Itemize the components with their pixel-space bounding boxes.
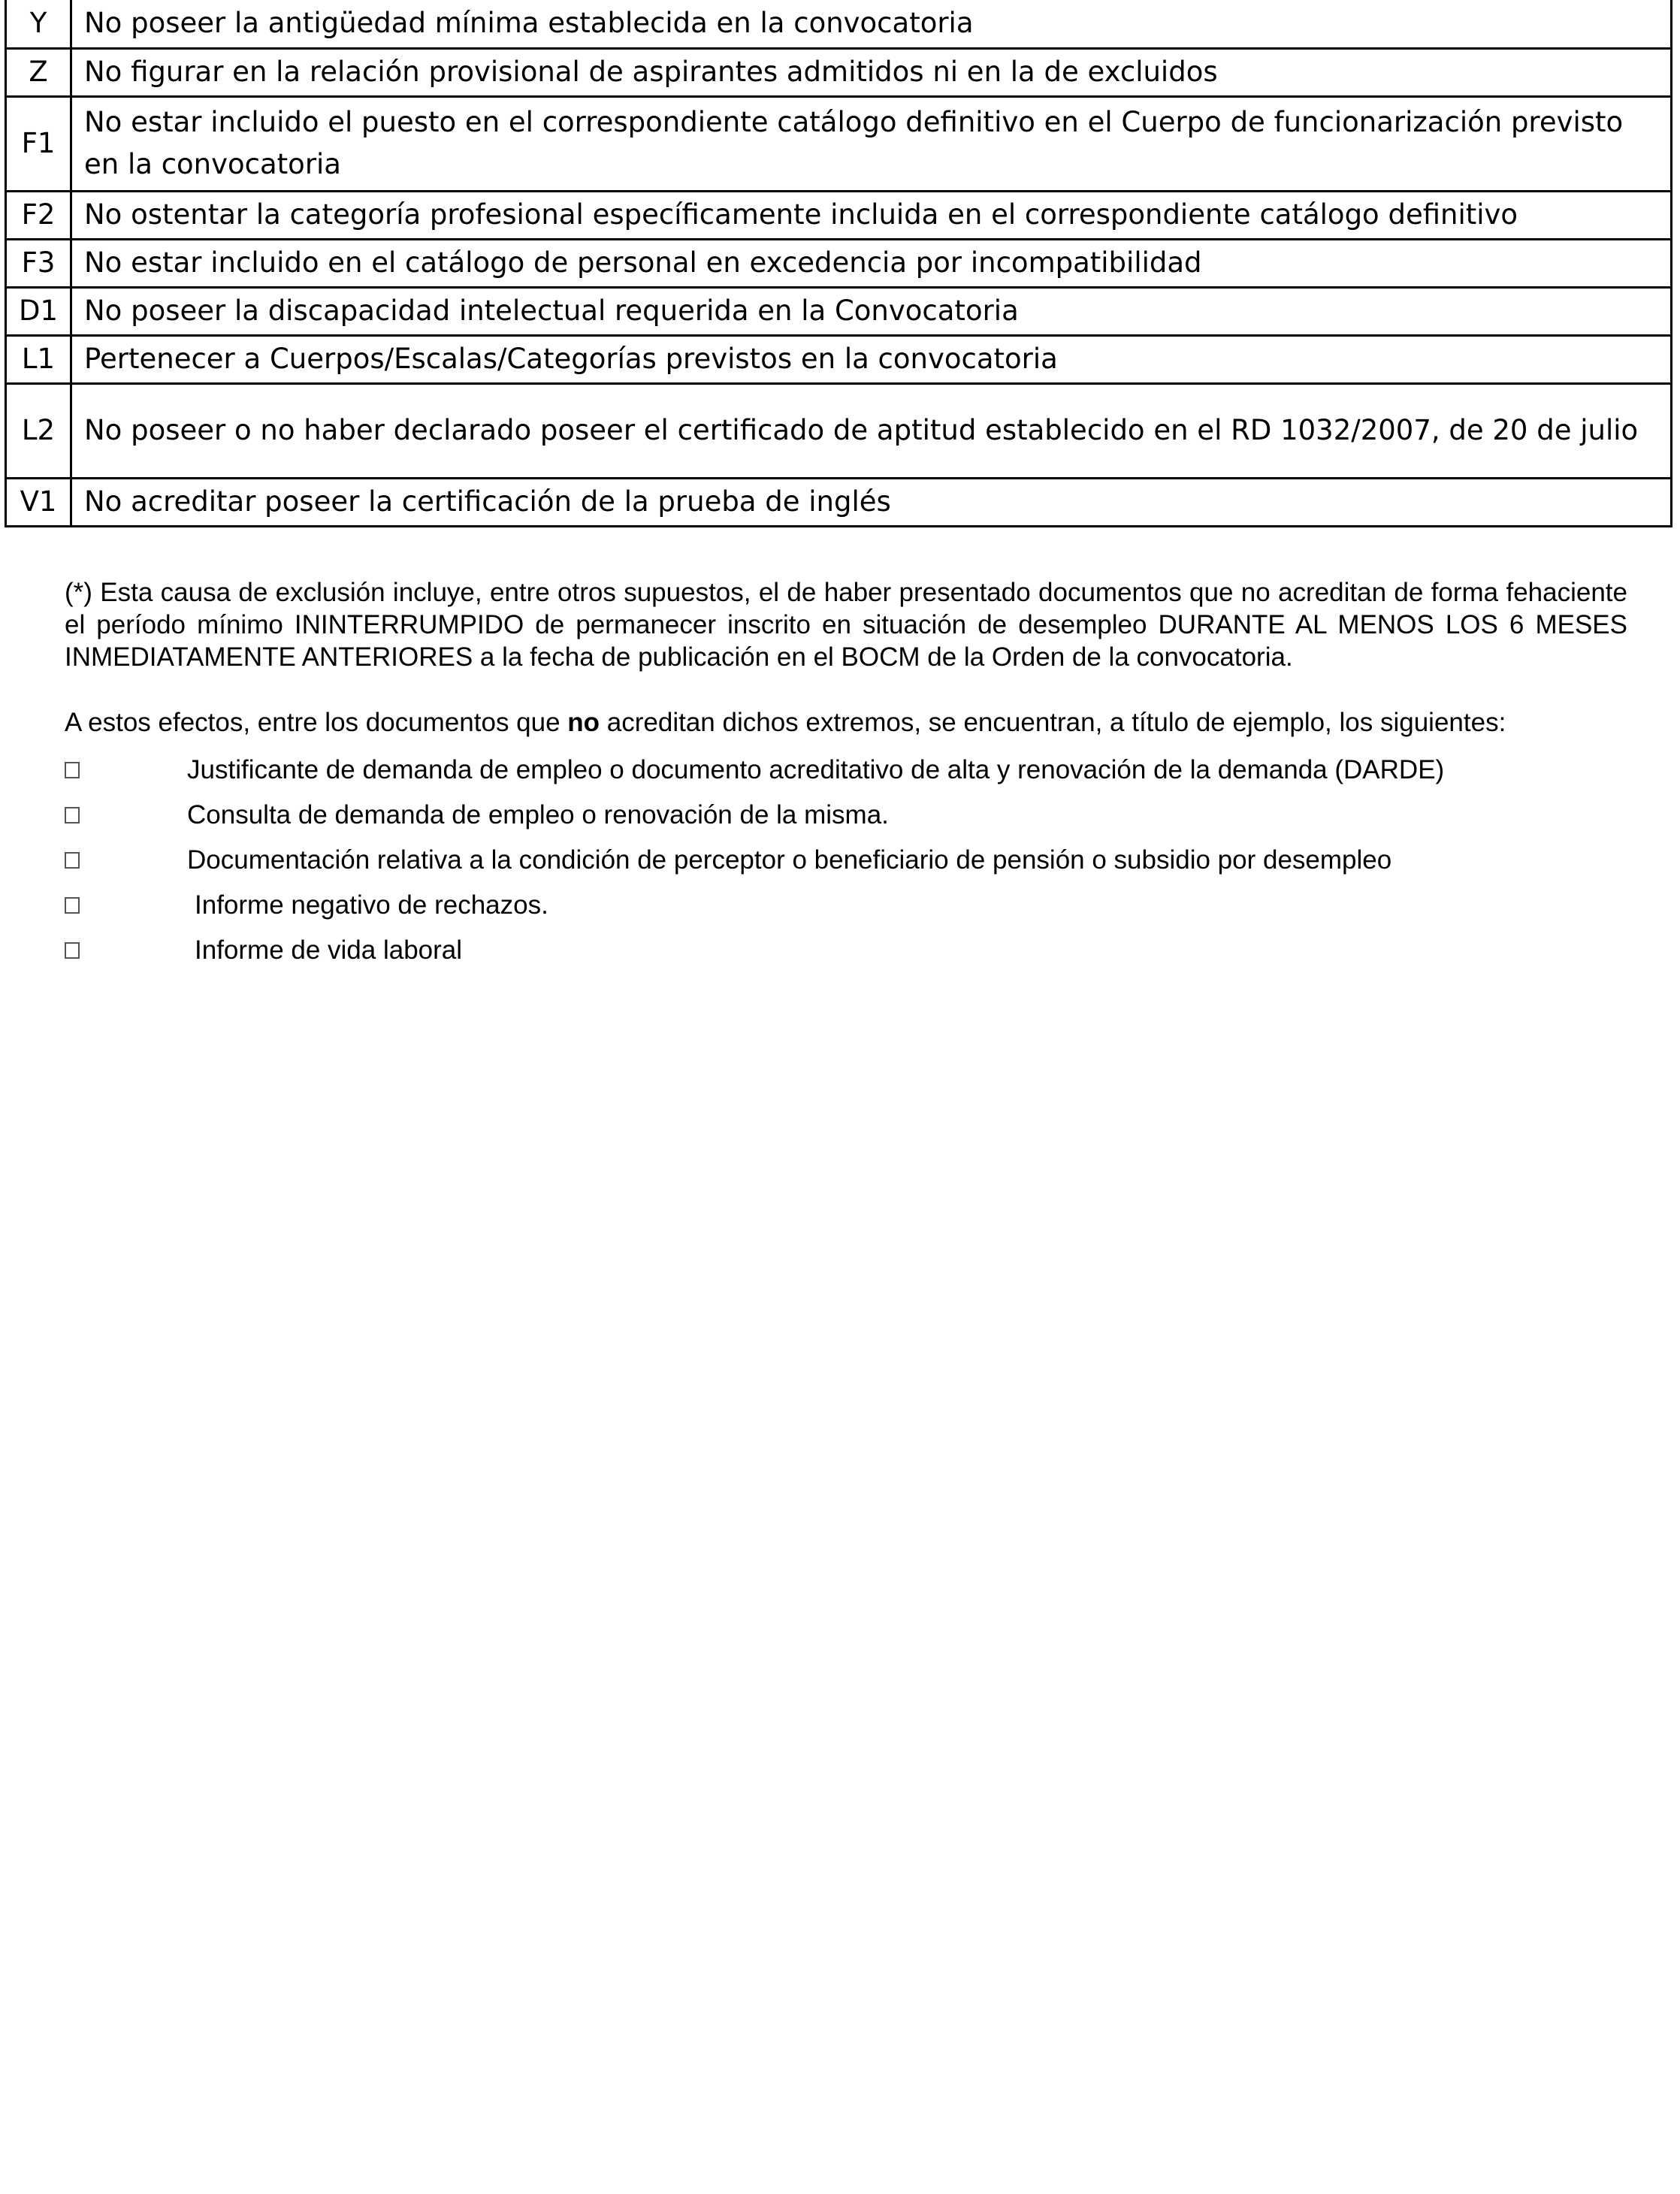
list-item [65, 748, 1444, 793]
exclusion-description: No ostentar la categoría profesional específicamente incluida en el correspondiente catálogo definitivo [71, 191, 1672, 239]
exclusion-code: F3 [6, 239, 71, 287]
example-label: Documentación relativa a la condición de perceptor o beneficiario de pensión o subsidio por desempleo [187, 845, 1392, 875]
list-item [65, 793, 1444, 838]
exclusion-code: L2 [6, 383, 71, 478]
checkbox-bullet-icon [65, 807, 80, 824]
example-label: Informe de vida laboral [195, 935, 463, 965]
example-label: Informe negativo de rechazos. [195, 890, 548, 920]
exclusion-code: F2 [6, 191, 71, 239]
intro-emphasis: no [567, 708, 600, 737]
examples-intro [65, 706, 1627, 739]
exclusion-code: F1 [6, 96, 71, 191]
checkbox-bullet-icon [65, 942, 80, 959]
exclusion-description: No figurar en la relación provisional de aspirantes admitidos ni en la de excluidos [71, 48, 1672, 96]
table-row [6, 335, 1672, 383]
exclusion-description: No poseer la discapacidad intelectual requerida en la Convocatoria [71, 287, 1672, 335]
checkbox-bullet-icon [65, 762, 80, 778]
exclusion-description: Pertenecer a Cuerpos/Escalas/Categorías previstos en la convocatoria [71, 335, 1672, 383]
table-row [6, 48, 1672, 96]
exclusion-description: No estar incluido en el catálogo de personal en excedencia por incompatibilidad [71, 239, 1672, 287]
exclusion-description: No acreditar poseer la certificación de la prueba de inglés [71, 478, 1672, 526]
exclusion-code: Y [6, 0, 71, 48]
table-row [6, 287, 1672, 335]
table-row [6, 96, 1672, 191]
examples-list [65, 748, 1444, 973]
table-row [6, 478, 1672, 526]
exclusion-code: Z [6, 48, 71, 96]
checkbox-bullet-icon [65, 852, 80, 869]
list-item [65, 928, 1444, 973]
exclusion-description: No poseer la antigüedad mínima establecida en la convocatoria [71, 0, 1672, 48]
asterisk-note: (*) Esta causa de exclusión incluye, entre otros supuestos, el de haber presentado documentos que no acreditan de forma fehaciente el período mínimo ININTERRUMPIDO de permanecer inscrito en situación de desempleo DURANTE AL MENOS LOS 6 MESES INMEDIATAMENTE ANTERIORES a la fecha de publicación en el BOCM de la Orden de la convocatoria. [65, 578, 1627, 672]
list-item [65, 838, 1444, 883]
example-label: Justificante de demanda de empleo o documento acreditativo de alta y renovación de la demanda (DARDE) [187, 755, 1445, 784]
table-row [6, 0, 1672, 48]
checkbox-bullet-icon [65, 897, 80, 914]
exclusion-description: No poseer o no haber declarado poseer el certificado de aptitud establecido en el RD 1032/2007, de 20 de julio [71, 383, 1672, 478]
table-row [6, 239, 1672, 287]
exclusion-code: L1 [6, 335, 71, 383]
table-row [6, 191, 1672, 239]
intro-text-before: A estos efectos, entre los documentos que [65, 708, 568, 737]
exclusion-codes-table [5, 0, 1672, 527]
exclusion-code: V1 [6, 478, 71, 526]
list-item [65, 883, 1444, 928]
table-row [6, 383, 1672, 478]
example-label: Consulta de demanda de empleo o renovación de la misma. [187, 800, 889, 830]
intro-text-after: acreditan dichos extremos, se encuentran, a título de ejemplo, los siguientes: [600, 708, 1506, 737]
exclusion-description: No estar incluido el puesto en el correspondiente catálogo definitivo en el Cuerpo de funcionarización previsto en la convocatoria [71, 96, 1672, 191]
exclusion-code: D1 [6, 287, 71, 335]
